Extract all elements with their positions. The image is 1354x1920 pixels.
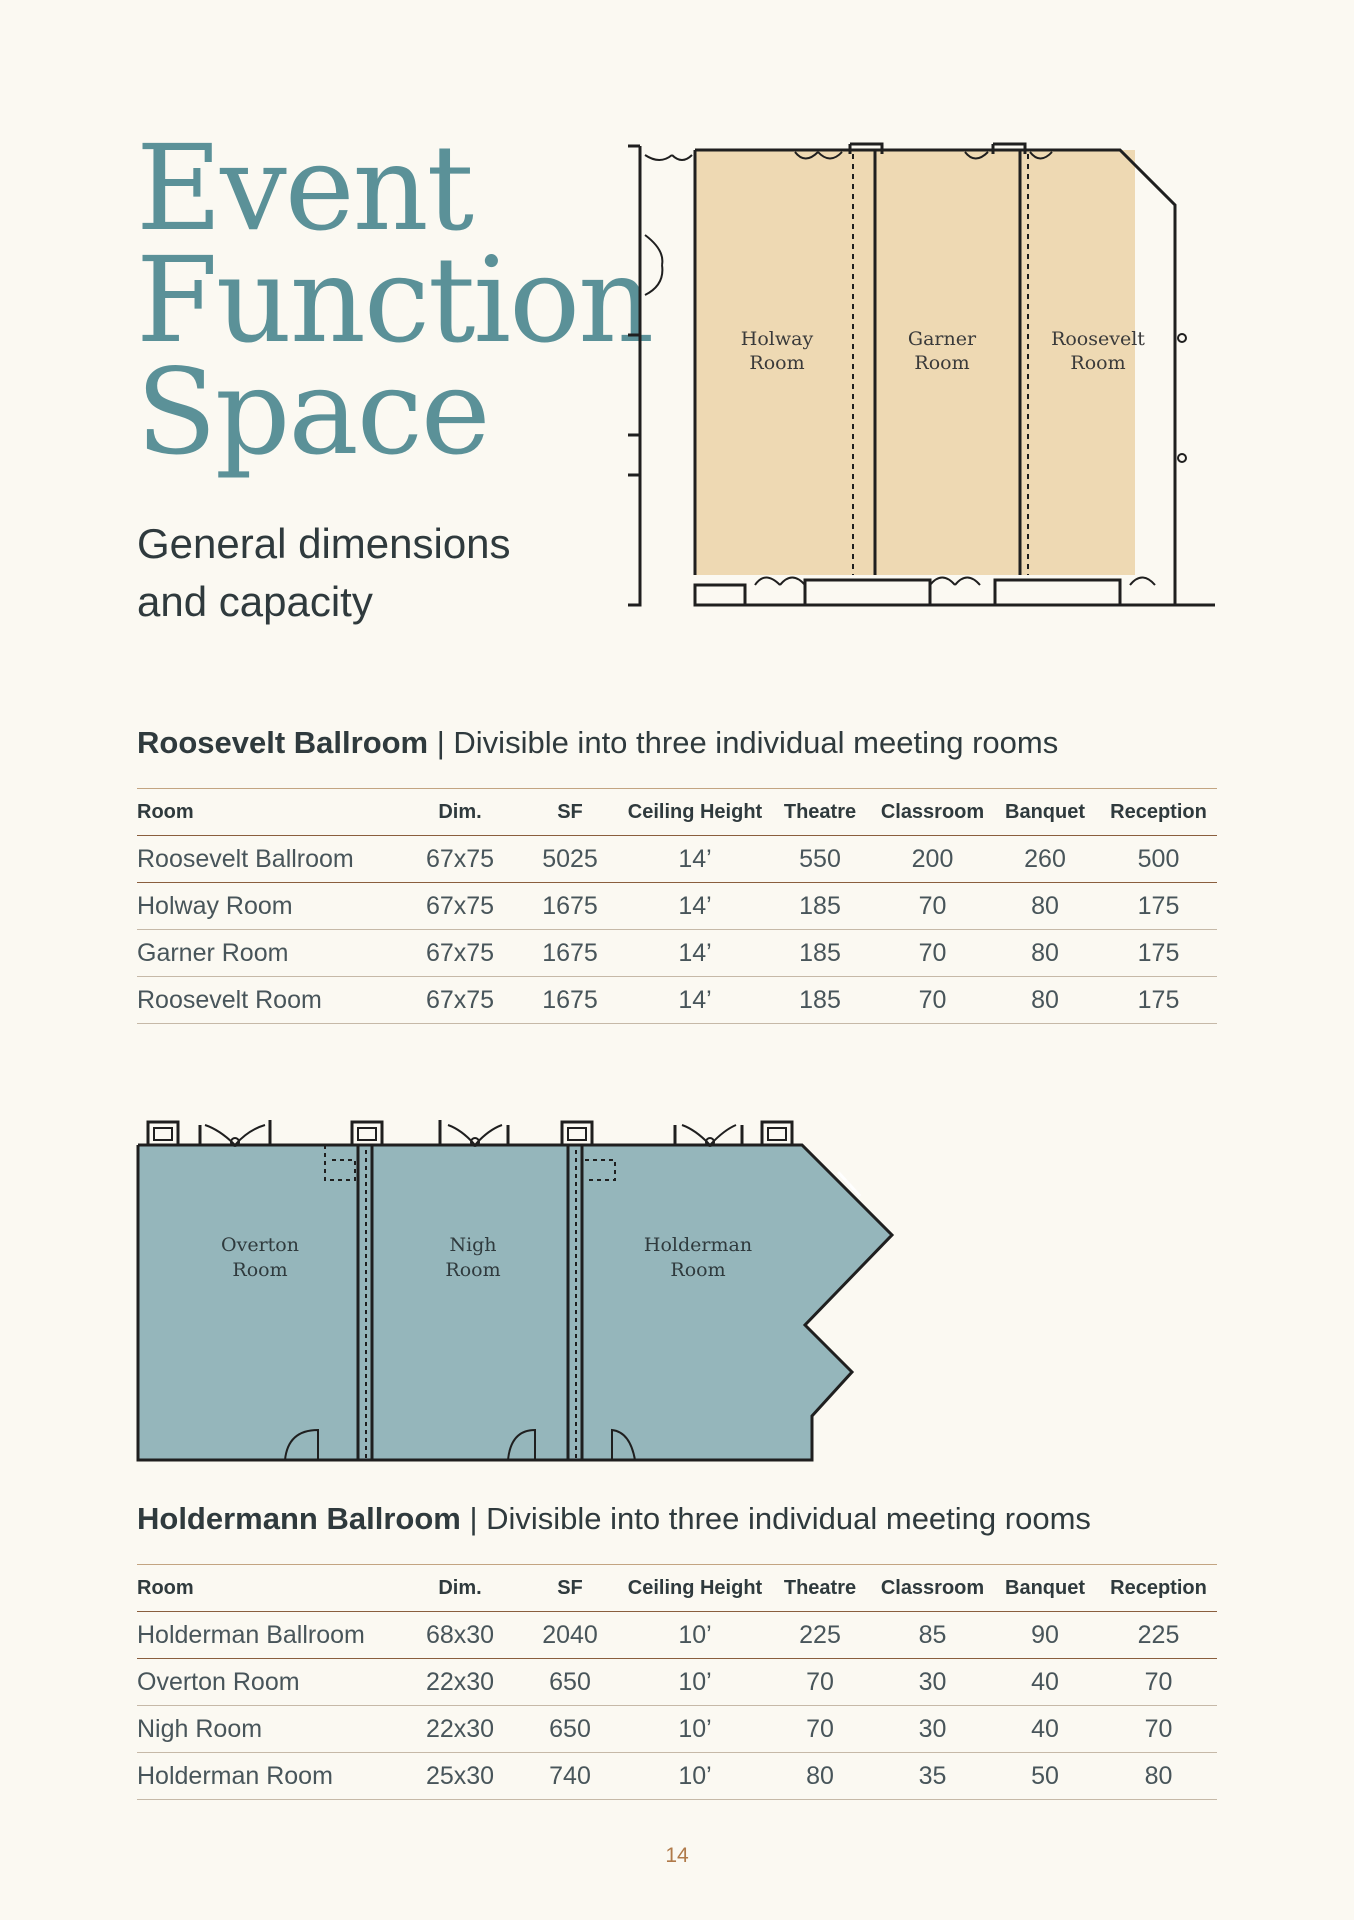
table-cell: 260 bbox=[990, 836, 1100, 883]
section-separator: | bbox=[428, 725, 454, 760]
table-cell: 175 bbox=[1100, 977, 1217, 1024]
column-header: Dim. bbox=[405, 789, 515, 836]
table-cell: 70 bbox=[1100, 1706, 1217, 1753]
table-cell: 85 bbox=[875, 1612, 990, 1659]
table-row bbox=[137, 883, 1217, 930]
table-cell: 185 bbox=[765, 930, 875, 977]
table-cell: 10’ bbox=[625, 1706, 765, 1753]
table-cell: 185 bbox=[765, 883, 875, 930]
table-cell: 185 bbox=[765, 977, 875, 1024]
plan-column-1 bbox=[148, 1122, 178, 1145]
roosevelt-capacity-table bbox=[137, 788, 1217, 1024]
column-header: Banquet bbox=[990, 1565, 1100, 1612]
section-name: Holdermann Ballroom bbox=[137, 1501, 461, 1536]
column-header: Room bbox=[137, 789, 405, 836]
title-line-1: Event bbox=[136, 119, 473, 257]
table-cell: 30 bbox=[875, 1706, 990, 1753]
holderman-room-label-2: Room bbox=[670, 1259, 726, 1281]
table-cell: 35 bbox=[875, 1753, 990, 1800]
plan-bottom-alcove-3 bbox=[995, 580, 1120, 605]
nigh-room-label-2: Room bbox=[445, 1259, 501, 1281]
table-cell: 1675 bbox=[515, 930, 625, 977]
title-line-3: Space bbox=[136, 343, 489, 481]
table-cell: 1675 bbox=[515, 883, 625, 930]
column-header: Ceiling Height bbox=[625, 1565, 765, 1612]
page-number: 14 bbox=[665, 1844, 689, 1867]
subtitle-line-2: and capacity bbox=[137, 578, 373, 625]
table-cell: Roosevelt Room bbox=[137, 977, 405, 1024]
table-cell: Holway Room bbox=[137, 883, 405, 930]
holdermann-capacity-table bbox=[137, 1564, 1217, 1800]
table-cell: 67x75 bbox=[405, 836, 515, 883]
table-cell: 80 bbox=[990, 930, 1100, 977]
table-cell: 80 bbox=[765, 1753, 875, 1800]
plan-room-fill bbox=[138, 1145, 892, 1460]
column-header: SF bbox=[515, 789, 625, 836]
table-cell: 225 bbox=[765, 1612, 875, 1659]
table-cell: 90 bbox=[990, 1612, 1100, 1659]
table-cell: 5025 bbox=[515, 836, 625, 883]
overton-room-label-2: Room bbox=[232, 1259, 288, 1281]
column-header: Theatre bbox=[765, 789, 875, 836]
roosevelt-room-label-1: Roosevelt bbox=[1051, 328, 1145, 350]
column-header: Banquet bbox=[990, 789, 1100, 836]
table-cell: Nigh Room bbox=[137, 1706, 405, 1753]
section-separator: | bbox=[460, 1501, 487, 1536]
column-header: Reception bbox=[1100, 789, 1217, 836]
column-header: Classroom bbox=[875, 1565, 990, 1612]
roosevelt-floor-plan bbox=[620, 140, 1220, 620]
title-line-2: Function bbox=[136, 231, 653, 369]
table-cell: 14’ bbox=[625, 883, 765, 930]
garner-room-label-1: Garner bbox=[907, 328, 977, 350]
table-cell: 80 bbox=[990, 977, 1100, 1024]
table-cell: 25x30 bbox=[405, 1753, 515, 1800]
column-header: Reception bbox=[1100, 1565, 1217, 1612]
table-row bbox=[137, 1706, 1217, 1753]
column-header: SF bbox=[515, 1565, 625, 1612]
table-cell: 14’ bbox=[625, 977, 765, 1024]
table-row bbox=[137, 930, 1217, 977]
subtitle-line-1: General dimensions bbox=[137, 520, 511, 567]
table-cell: 80 bbox=[1100, 1753, 1217, 1800]
table-cell: Garner Room bbox=[137, 930, 405, 977]
table-cell: 550 bbox=[765, 836, 875, 883]
table-cell: 70 bbox=[765, 1706, 875, 1753]
table-cell: Holderman Ballroom bbox=[137, 1612, 405, 1659]
table-cell: 200 bbox=[875, 836, 990, 883]
section-description: Divisible into three individual meeting rooms bbox=[486, 1501, 1091, 1536]
column-header: Ceiling Height bbox=[625, 789, 765, 836]
plan-corridor-wall bbox=[628, 146, 640, 605]
table-cell: 1675 bbox=[515, 977, 625, 1024]
plan-column-4 bbox=[762, 1122, 792, 1145]
table-row bbox=[137, 836, 1217, 883]
holway-room-label-2: Room bbox=[749, 352, 805, 374]
table-cell: Roosevelt Ballroom bbox=[137, 836, 405, 883]
table-cell: 70 bbox=[875, 930, 990, 977]
plan-column-2 bbox=[352, 1122, 382, 1145]
page-title bbox=[136, 119, 653, 481]
table-row bbox=[137, 1659, 1217, 1706]
table-row bbox=[137, 1753, 1217, 1800]
table-cell: 10’ bbox=[625, 1659, 765, 1706]
table-cell: 30 bbox=[875, 1659, 990, 1706]
roosevelt-section-heading bbox=[137, 725, 1058, 761]
page-subtitle bbox=[137, 515, 511, 631]
table-header-row bbox=[137, 1565, 1217, 1612]
table-cell: 67x75 bbox=[405, 883, 515, 930]
column-header: Dim. bbox=[405, 1565, 515, 1612]
table-cell: 67x75 bbox=[405, 930, 515, 977]
column-header: Theatre bbox=[765, 1565, 875, 1612]
table-cell: 22x30 bbox=[405, 1706, 515, 1753]
table-cell: 70 bbox=[875, 977, 990, 1024]
table-row bbox=[137, 1612, 1217, 1659]
table-cell: 50 bbox=[990, 1753, 1100, 1800]
holdermann-floor-plan bbox=[130, 1100, 910, 1470]
nigh-room-label-1: Nigh bbox=[449, 1234, 497, 1256]
table-cell: Overton Room bbox=[137, 1659, 405, 1706]
plan-bottom-alcove-1 bbox=[695, 585, 745, 605]
column-header: Classroom bbox=[875, 789, 990, 836]
table-cell: 70 bbox=[1100, 1659, 1217, 1706]
table-cell: 2040 bbox=[515, 1612, 625, 1659]
table-cell: 40 bbox=[990, 1659, 1100, 1706]
plan-column-3 bbox=[562, 1122, 592, 1145]
table-cell: 740 bbox=[515, 1753, 625, 1800]
table-cell: 67x75 bbox=[405, 977, 515, 1024]
garner-room-label-2: Room bbox=[914, 352, 970, 374]
table-cell: 10’ bbox=[625, 1753, 765, 1800]
holdermann-section-heading bbox=[137, 1501, 1091, 1537]
table-cell: 175 bbox=[1100, 883, 1217, 930]
table-cell: 40 bbox=[990, 1706, 1100, 1753]
table-cell: 14’ bbox=[625, 836, 765, 883]
plan-bottom-alcove-2 bbox=[805, 580, 930, 605]
table-cell: Holderman Room bbox=[137, 1753, 405, 1800]
table-row bbox=[137, 977, 1217, 1024]
table-cell: 650 bbox=[515, 1706, 625, 1753]
section-name: Roosevelt Ballroom bbox=[137, 725, 429, 760]
table-cell: 70 bbox=[765, 1659, 875, 1706]
overton-room-label-1: Overton bbox=[221, 1234, 299, 1256]
table-cell: 10’ bbox=[625, 1612, 765, 1659]
table-cell: 225 bbox=[1100, 1612, 1217, 1659]
holway-room-label-1: Holway bbox=[740, 328, 814, 350]
table-cell: 70 bbox=[875, 883, 990, 930]
table-cell: 68x30 bbox=[405, 1612, 515, 1659]
table-cell: 650 bbox=[515, 1659, 625, 1706]
holderman-room-label-1: Holderman bbox=[643, 1234, 753, 1256]
roosevelt-room-label-2: Room bbox=[1070, 352, 1126, 374]
column-header: Room bbox=[137, 1565, 405, 1612]
table-cell: 22x30 bbox=[405, 1659, 515, 1706]
section-description: Divisible into three individual meeting rooms bbox=[453, 725, 1059, 760]
table-cell: 80 bbox=[990, 883, 1100, 930]
table-cell: 14’ bbox=[625, 930, 765, 977]
table-header-row bbox=[137, 789, 1217, 836]
table-cell: 500 bbox=[1100, 836, 1217, 883]
table-cell: 175 bbox=[1100, 930, 1217, 977]
